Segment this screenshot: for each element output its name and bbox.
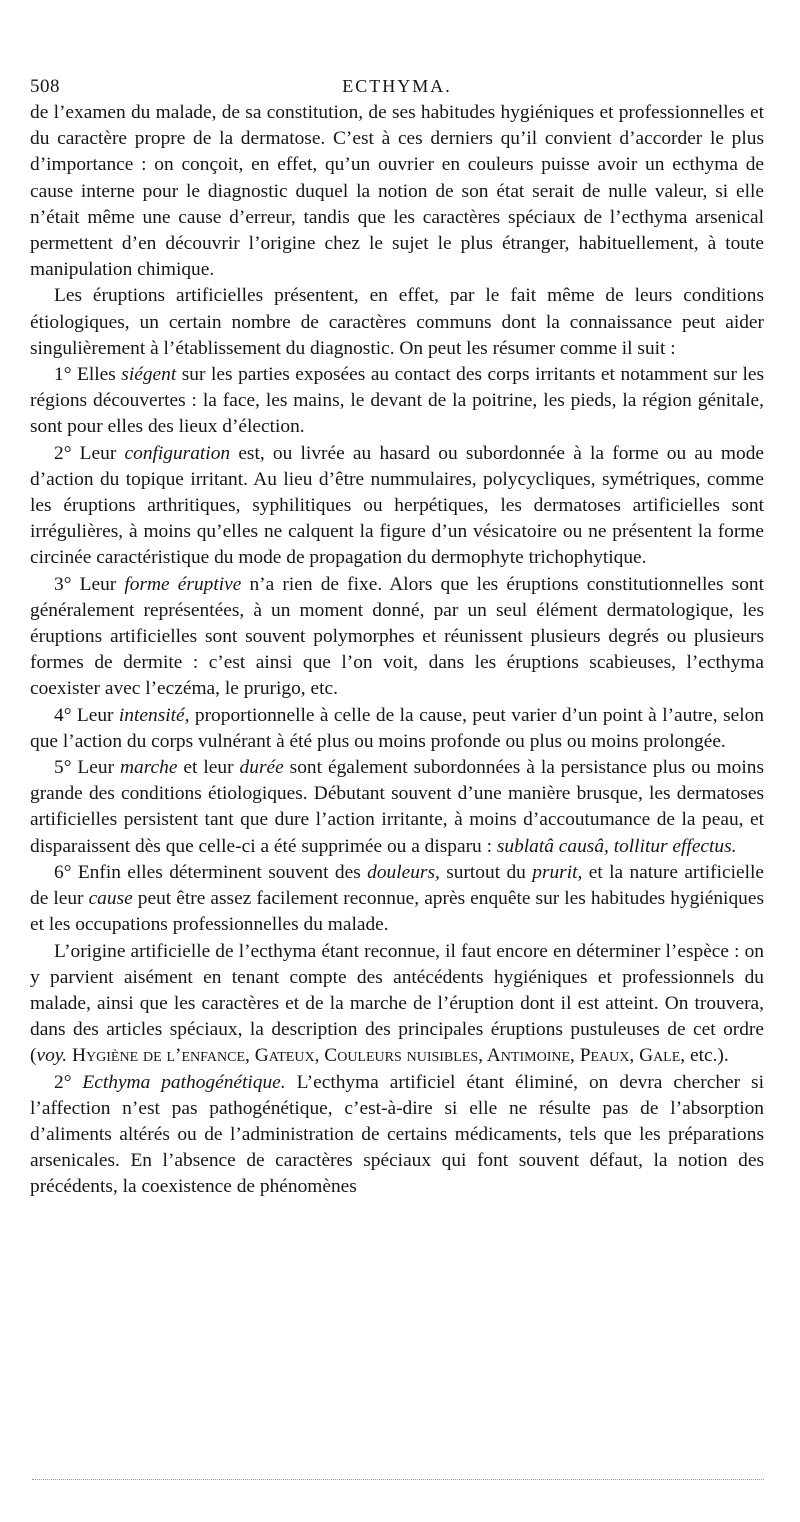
paragraph — [30, 441, 764, 572]
italic-run: siégent — [121, 364, 177, 386]
paragraph — [30, 860, 764, 939]
text-run: et la nature artificielle de leur — [30, 861, 764, 910]
text-run: sont également subordonnées à la persistance plus ou moins grande des conditions étiologiques. Débutant souvent d’une manière brusque, les dermatoses artificielles persistent tant que dure l’action irritante, à moins d’accoutumance de la peau, et disparaissent dès que celle-ci a été supprimée ou a disparu : — [30, 757, 765, 857]
text-run: Les éruptions artificielles présentent, en effet, par le fait même de leurs conditions étiologiques, un certain nombre de caractères communs dont la connaissance peut aider singulièrement à l’établissement du diagnostic. On peut les résumer comme il suit : — [30, 285, 764, 359]
paragraph — [30, 362, 764, 441]
body-text — [30, 100, 764, 1201]
italic-run: prurit, — [532, 861, 583, 883]
text-run: peut être assez facilement reconnue, après enquête sur les habitudes hygiéniques et les occupations professionnelles du malade. — [30, 888, 764, 936]
paragraph — [30, 755, 764, 860]
italic-run: voy. — [36, 1045, 68, 1067]
text-run: 1° Elles — [54, 364, 122, 386]
text-run: L’origine artificielle de l’ecthyma étant reconnue, il faut encore en déterminer l’espèce : on y parvient aisément en tenant compte des antécédents hygiéniques et professionnels du malade, ainsi que les caractères et de la marche de l’éruption dont il est atteint. On trouvera, dans des articles spéciaux, la description des principales éruptions pustuleuses de cet ordre ( — [30, 940, 764, 1067]
italic-run: douleurs, — [367, 861, 440, 883]
paragraph — [30, 283, 764, 362]
paragraph — [30, 703, 764, 755]
bottom-rule — [32, 1479, 764, 1480]
book-page — [30, 72, 764, 1201]
text-run: est, ou livrée au hasard ou subordonnée à la forme ou au mode d’action du topique irritant. Au lieu d’être nummulaires, polycycliques, symétriques, comme les éruptions arthritiques, syphilitiques ou herpétiques, les dermatoses artificielles sont irrégulières, à moins qu’elles ne calquent la figure d’un vésicatoire ou ne présentent la forme circinée caractéristique du mode de propagation du dermophyte trichophytique. — [30, 442, 765, 569]
page-number: 508 — [30, 76, 60, 97]
text-run: etc.). — [685, 1045, 729, 1067]
paragraph — [30, 1070, 764, 1201]
italic-run: cause — [88, 888, 133, 910]
text-run: L’ecthyma artificiel étant éliminé, on devra chercher si l’affection n’est pas pathogénétique, c’est-à-dire si elle ne résulte pas de l’absorption d’aliments altérés ou de l’administration de certains médicaments, tels que les préparations arsenicales. En l’absence de caractères spéciaux qui font souvent défaut, la notion des précédents, la coexistence de phénomènes — [30, 1071, 764, 1198]
text-run: 4° Leur — [54, 704, 119, 726]
italic-run: marche — [120, 757, 178, 779]
text-run: 2° Leur — [54, 442, 125, 464]
paragraph — [30, 572, 764, 703]
italic-run: forme éruptive — [124, 573, 242, 595]
text-run: 5° Leur — [54, 757, 121, 779]
paragraph — [30, 100, 764, 283]
italic-run: durée — [239, 757, 284, 779]
italic-run: Ecthyma pathogénétique. — [82, 1071, 286, 1093]
italic-run: configuration — [124, 442, 231, 464]
running-header — [30, 72, 764, 100]
text-run: proportionnelle à celle de la cause, peut varier d’un point à l’autre, selon que l’action du corps vulnérant à été plus ou moins profonde ou plus ou moins prolongée. — [30, 704, 765, 752]
running-title: ECTHYMA. — [342, 76, 452, 96]
italic-run: sublatâ causâ, tollitur effectus. — [496, 835, 737, 857]
text-run: 3° Leur — [54, 573, 125, 595]
small-caps-run: Hygiène de l’enfance, Gateux, Couleurs nuisibles, Antimoine, Peaux, Gale, — [72, 1045, 686, 1067]
text-run: de l’examen du malade, de sa constitution, de ses habitudes hygiéniques et professionnelles et du caractère propre de la dermatose. C’est à ces derniers qu’il convient d’accorder le plus d’importance : on conçoit, en effet, qu’un ouvrier en couleurs puisse avoir un ecthyma de cause interne pour le diagnostic duquel la notion de son état serait de nulle valeur, si elle n’était même une cause d’erreur, tandis que les caractères spéciaux de l’ecthyma arsenical permettent d’en découvrir l’origine chez le sujet le plus étranger, habituellement, à toute manipulation chimique. — [30, 102, 764, 281]
text-run: n’a rien de fixe. Alors que les éruptions constitutionnelles sont généralement représentées, à un moment donné, par un seul élément dermatologique, les éruptions artificielles sont souvent polymorphes et réunissent plusieurs degrés ou plusieurs formes de dermite : c’est ainsi que l’on voit, dans les éruptions scabieuses, l’ecthyma coexister avec l’eczéma, le prurigo, etc. — [30, 573, 764, 700]
text-run: 2° — [54, 1071, 83, 1093]
text-run: et leur — [177, 757, 240, 779]
paragraph — [30, 939, 764, 1070]
text-run: sur les parties exposées au contact des corps irritants et notamment sur les régions découvertes : la face, les mains, le devant de la poitrine, les pieds, la région génitale, sont pour elles des lieux d’élection. — [30, 364, 764, 438]
italic-run: intensité, — [118, 704, 190, 726]
text-run: 6° Enfin elles déterminent souvent des — [54, 861, 368, 883]
text-run: surtout du — [439, 861, 533, 883]
